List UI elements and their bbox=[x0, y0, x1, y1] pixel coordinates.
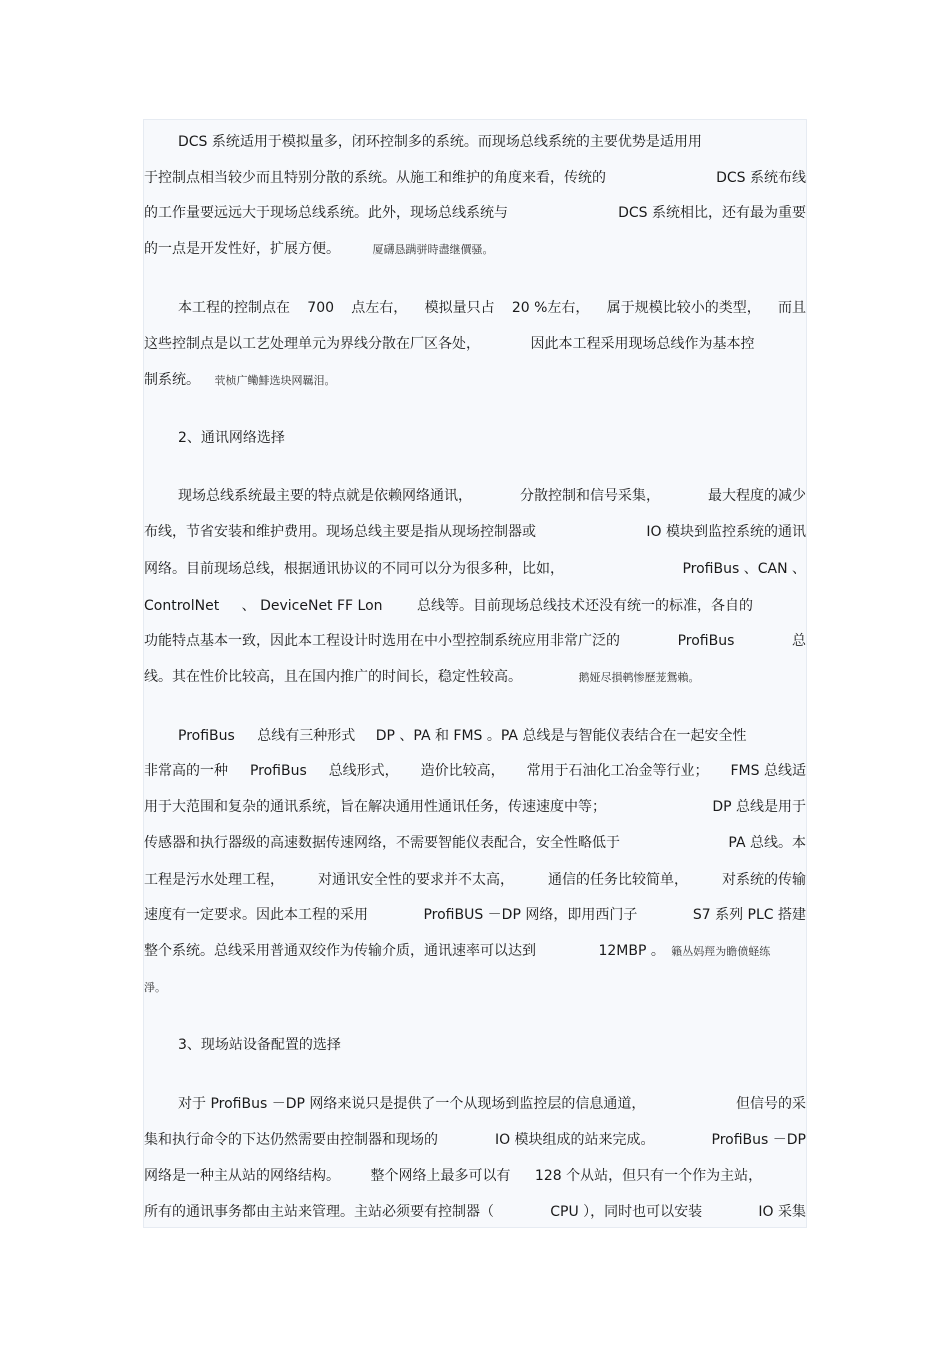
paragraph-3-line-2 bbox=[144, 522, 807, 542]
text: 这些控制点是以工艺处理单元为界线分散在厂区各处， bbox=[144, 336, 480, 352]
garbled-text: 厦礴恳蹒骈時盡继價骚。 bbox=[372, 243, 494, 256]
paragraph-2-line-3 bbox=[144, 370, 807, 391]
text: DCS 系统相比，还有最为重要 bbox=[618, 205, 806, 221]
text: 分散控制和信号采集， bbox=[520, 488, 660, 504]
text: ControlNet bbox=[144, 598, 220, 614]
text: 总线有三种形式 bbox=[257, 728, 356, 744]
text: 、 DeviceNet FF Lon bbox=[241, 598, 383, 614]
text: 20 %左右， bbox=[511, 300, 590, 316]
text: 网络是一种主从站的网络结构。 bbox=[144, 1168, 340, 1184]
garbled-text: 籟丛妈羥为瞻偾蛏练 bbox=[671, 945, 771, 958]
paragraph-4-line-7 bbox=[144, 941, 807, 962]
paragraph-3-line-6 bbox=[144, 667, 807, 688]
text: 128 个从站，但只有一个作为主站， bbox=[534, 1168, 763, 1184]
paragraph-3-line-3 bbox=[144, 559, 807, 579]
paragraph-2-line-2 bbox=[144, 334, 807, 354]
text: 非常高的一种 bbox=[144, 763, 228, 779]
paragraph-1-line-3 bbox=[144, 203, 807, 223]
text: CPU ），同时也可以安装 bbox=[550, 1204, 703, 1220]
text: 网络。目前现场总线，根据通讯协议的不同可以分为很多种，比如， bbox=[144, 561, 564, 577]
text-block bbox=[143, 119, 807, 1228]
text: 对系统的传输 bbox=[722, 872, 806, 888]
text: 通信的任务比较简单， bbox=[548, 872, 688, 888]
text: 功能特点基本一致，因此本工程设计时选用在中小型控制系统应用非常广泛的 bbox=[144, 633, 620, 649]
garbled-text: 鹅娅尽損鹌惨歷茏鴛賴。 bbox=[578, 671, 700, 684]
text: 最大程度的减少 bbox=[708, 488, 806, 504]
text: 现场总线系统最主要的特点就是依赖网络通讯， bbox=[178, 488, 472, 504]
section-heading-3 bbox=[144, 1035, 807, 1055]
text: 12MBP 。 bbox=[598, 943, 665, 959]
text: 造价比较高， bbox=[420, 763, 505, 779]
text: 但信号的采 bbox=[736, 1096, 806, 1112]
text: 所有的通讯事务都由主站来管理。主站必须要有控制器（ bbox=[144, 1204, 494, 1220]
text: 本工程的控制点在 bbox=[178, 300, 290, 316]
paragraph-5-line-2 bbox=[144, 1130, 807, 1150]
text: 常用于石油化工冶金等行业； bbox=[526, 763, 709, 779]
paragraph-5-line-4 bbox=[144, 1202, 807, 1222]
section-heading-2 bbox=[144, 428, 807, 448]
paragraph-4-line-1 bbox=[144, 726, 807, 746]
paragraph-1-line-4 bbox=[144, 239, 807, 260]
paragraph-4-line-6 bbox=[144, 905, 807, 925]
text: 线。其在性价比较高，且在国内推广的时间长，稳定性较高。 bbox=[144, 669, 522, 685]
text: 整个网络上最多可以有 bbox=[370, 1168, 511, 1184]
text: DP 、PA 和 FMS 。PA 总线是与智能仪表结合在一起安全性 bbox=[375, 728, 747, 744]
paragraph-5-line-3 bbox=[144, 1166, 807, 1186]
text: ProfiBUS －DP 网络，即用西门子 bbox=[423, 907, 638, 923]
text: ProfiBus －DP bbox=[711, 1132, 806, 1148]
text: ProfiBus bbox=[178, 728, 235, 744]
text: 对于 ProfiBus －DP 网络来说只是提供了一个从现场到监控层的信息通道， bbox=[178, 1096, 646, 1112]
paragraph-1-line-2 bbox=[144, 168, 807, 188]
text: 布线，节省安装和维护费用。现场总线主要是指从现场控制器或 bbox=[144, 524, 536, 540]
paragraph-4-line-8 bbox=[144, 977, 807, 998]
paragraph-4-line-3 bbox=[144, 797, 807, 817]
paragraph-2-line-1 bbox=[144, 298, 807, 318]
text: 总 bbox=[792, 633, 806, 649]
text: DCS 系统适用于模拟量多，闭环控制多的系统。而现场总线系统的主要优势是适用用 bbox=[178, 134, 702, 150]
paragraph-4-line-2 bbox=[144, 761, 807, 781]
text: 制系统。 bbox=[144, 372, 200, 388]
text: 速度有一定要求。因此本工程的采用 bbox=[144, 907, 368, 923]
paragraph-4-line-5 bbox=[144, 870, 807, 890]
text: 的工作量要远远大于现场总线系统。此外，现场总线系统与 bbox=[144, 205, 508, 221]
text: 用于大范围和复杂的通讯系统，旨在解决通用性通讯任务，传速速度中等； bbox=[144, 799, 606, 815]
text: IO 模块组成的站来完成。 bbox=[494, 1132, 655, 1148]
text: S7 系列 PLC 搭建 bbox=[692, 907, 806, 923]
text: ProfiBus 、CAN 、 bbox=[682, 561, 806, 577]
text: IO 模块到监控系统的通讯 bbox=[646, 524, 806, 540]
text: 于控制点相当较少而且特别分散的系统。从施工和维护的角度来看，传统的 bbox=[144, 170, 606, 186]
text: PA 总线。本 bbox=[728, 835, 806, 851]
text: 点左右， bbox=[351, 300, 408, 316]
text: 整个系统。总线采用普通双绞作为传输介质，通讯速率可以达到 bbox=[144, 943, 536, 959]
text: 模拟量只占 bbox=[424, 300, 495, 316]
paragraph-4-line-4 bbox=[144, 833, 807, 853]
text: 总线形式， bbox=[328, 763, 399, 779]
text: 总线等。目前现场总线技术还没有统一的标准，各自的 bbox=[417, 598, 753, 614]
paragraph-5-line-1 bbox=[144, 1094, 807, 1114]
text: 而且 bbox=[778, 300, 806, 316]
paragraph-3-line-1 bbox=[144, 486, 807, 506]
paragraph-3-line-5 bbox=[144, 631, 807, 651]
text: DP 总线是用于 bbox=[712, 799, 806, 815]
garbled-text: 淨。 bbox=[144, 981, 166, 994]
text: 700 bbox=[307, 300, 335, 316]
text: 工程是污水处理工程， bbox=[144, 872, 284, 888]
text: 传感器和执行器级的高速数据传速网络，不需要智能仪表配合，安全性略低于 bbox=[144, 835, 620, 851]
text: 对通讯安全性的要求并不太高， bbox=[318, 872, 514, 888]
text: ProfiBus bbox=[677, 633, 735, 649]
paragraph-1-line-1 bbox=[144, 132, 807, 152]
text: IO 采集 bbox=[758, 1204, 806, 1220]
heading-text: 2、通讯网络选择 bbox=[178, 430, 285, 446]
text: ProfiBus bbox=[249, 763, 307, 779]
heading-text: 3、现场站设备配置的选择 bbox=[178, 1037, 341, 1053]
text: 集和执行命令的下达仍然需要由控制器和现场的 bbox=[144, 1132, 438, 1148]
paragraph-3-line-4 bbox=[144, 596, 807, 616]
garbled-text: 茕桢广鳓鯡选块网羈泪。 bbox=[214, 374, 336, 387]
text: 属于规模比较小的类型， bbox=[606, 300, 761, 316]
text: FMS 总线适 bbox=[730, 763, 806, 779]
text: 的一点是开发性好，扩展方便。 bbox=[144, 241, 340, 257]
text: DCS 系统布线 bbox=[716, 170, 806, 186]
text: 因此本工程采用现场总线作为基本控 bbox=[530, 336, 755, 352]
